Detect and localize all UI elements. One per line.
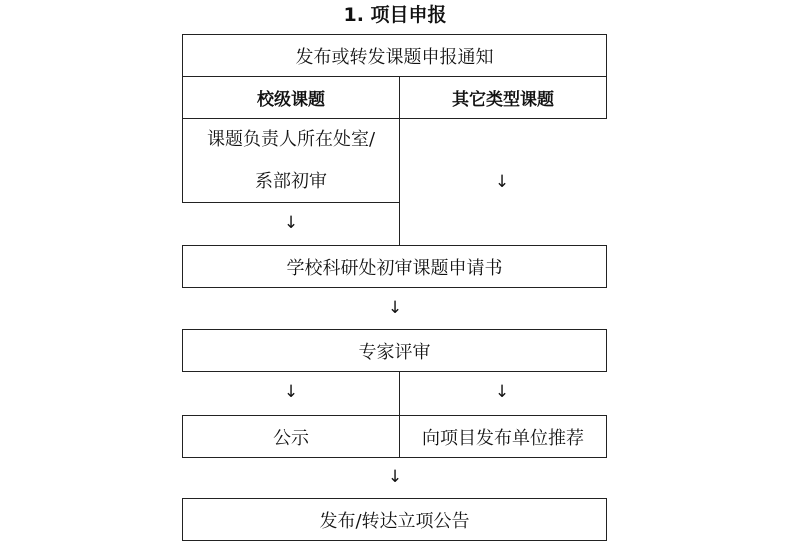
arrow-to-recommend-icon: ↓ — [494, 382, 510, 402]
notice-box — [182, 34, 607, 77]
dept-review-box — [182, 118, 400, 203]
arrow-to-announcement-icon: ↓ — [387, 467, 403, 487]
expert-review-box — [182, 329, 607, 372]
publicity-box — [182, 415, 400, 458]
other-types-label: 其它类型课题 — [452, 90, 554, 110]
arrow-to-expert-icon: ↓ — [387, 298, 403, 318]
split-connector-line — [399, 372, 400, 416]
expert-review-label: 专家评审 — [358, 341, 431, 363]
dept-review-line2: 系部初审 — [255, 170, 327, 192]
announcement-label: 发布/转达立项公告 — [319, 510, 470, 532]
research-office-review-box — [182, 245, 607, 288]
notice-label: 发布或转发课题申报通知 — [295, 46, 494, 68]
recommend-box — [399, 415, 607, 458]
connector-line — [399, 118, 400, 246]
arrow-dept-down-icon: ↓ — [283, 213, 299, 233]
school-level-label: 校级课题 — [257, 90, 325, 110]
other-types-box — [399, 76, 607, 119]
research-office-review-label: 学校科研处初审课题申请书 — [286, 257, 503, 279]
publicity-label: 公示 — [273, 427, 309, 449]
arrow-other-down-icon: ↓ — [494, 172, 510, 192]
arrow-to-publicity-icon: ↓ — [283, 382, 299, 402]
announcement-box — [182, 498, 607, 541]
recommend-label: 向项目发布单位推荐 — [422, 427, 584, 449]
dept-review-line1: 课题负责人所在处室/ — [206, 128, 376, 150]
school-level-box — [182, 76, 400, 119]
page-title: 1. 项目申报 — [343, 4, 447, 26]
